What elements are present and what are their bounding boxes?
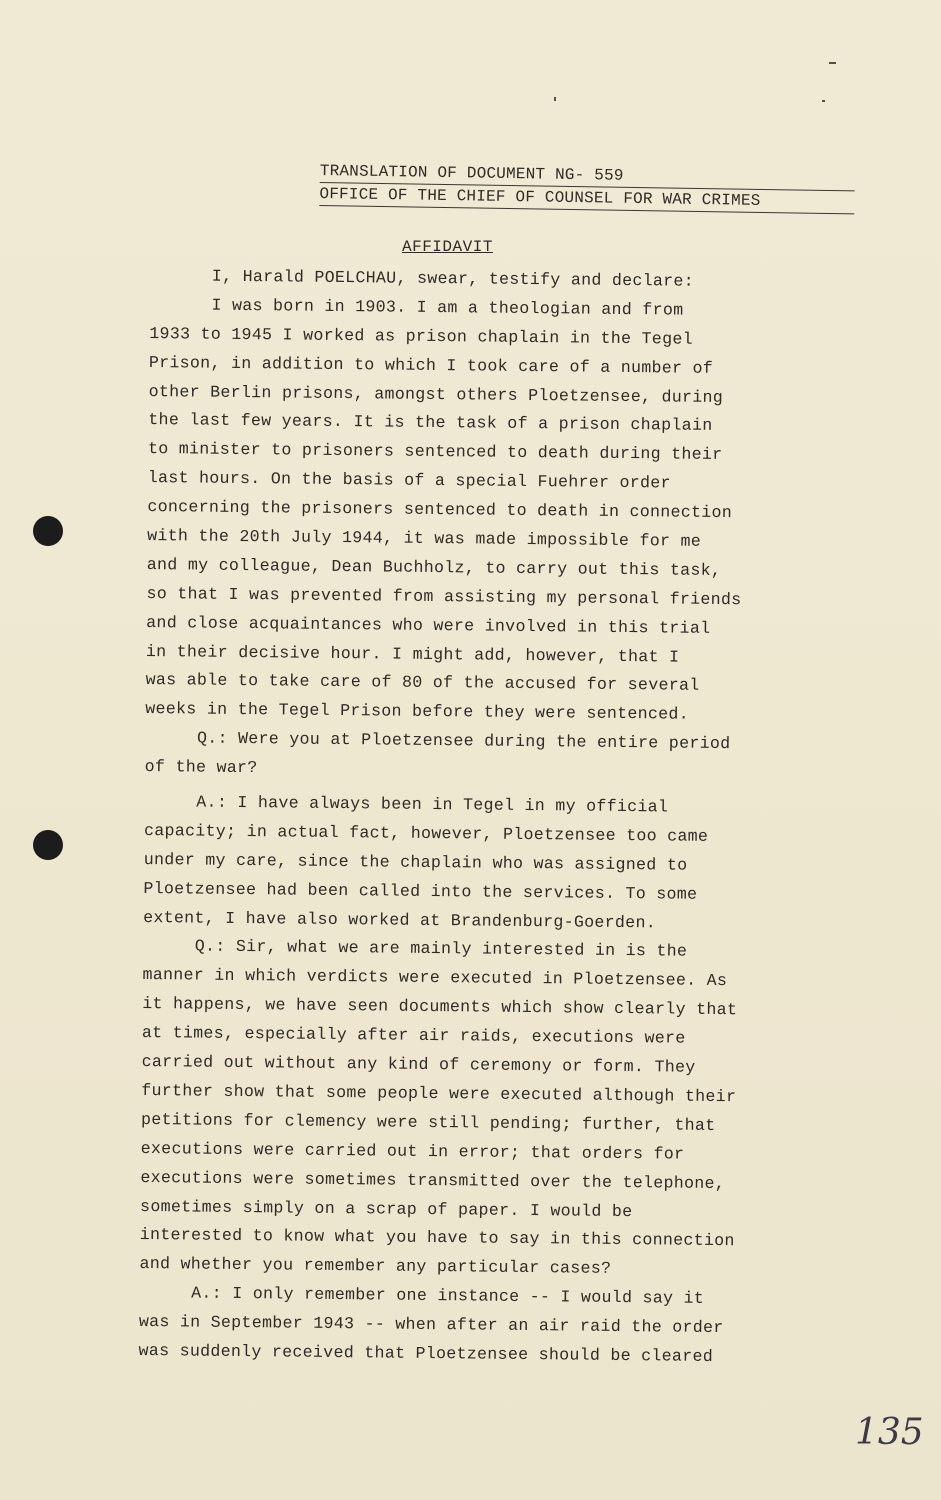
text-line: concerning the prisoners sentenced to death in connection bbox=[147, 497, 733, 523]
text-line: weeks in the Tegel Prison before they were sentenced. bbox=[145, 699, 690, 725]
text-line: was suddenly received that Ploetzensee should be cleared bbox=[138, 1340, 714, 1366]
document-header bbox=[319, 160, 855, 214]
header-office-line: OFFICE OF THE CHIEF OF COUNSEL FOR WAR CRIMES bbox=[319, 183, 854, 214]
text-line: extent, I have also worked at Brandenburg-Goerden. bbox=[143, 907, 657, 932]
text-line: at times, especially after air raids, executions were bbox=[141, 1023, 686, 1048]
text-line: executions were sometimes transmitted over the telephone, bbox=[140, 1167, 726, 1193]
text-line: with the 20th July 1944, it was made impossible for me bbox=[147, 526, 702, 551]
text-line: last hours. On the basis of a special Fuehrer order bbox=[147, 468, 671, 493]
punch-hole bbox=[33, 830, 63, 860]
text-line: under my care, since the chaplain who was assigned to bbox=[143, 849, 688, 875]
question-line: Q.: Sir, what we are mainly interested in is the bbox=[194, 936, 688, 962]
text-line: carried out without any kind of ceremony or form. They bbox=[141, 1052, 696, 1077]
text-line: and my colleague, Dean Buchholz, to carry out this task, bbox=[146, 554, 722, 580]
text-line: it happens, we have seen documents which show clearly that bbox=[142, 994, 738, 1020]
answer-line: A.: I have always been in Tegel in my official bbox=[196, 792, 669, 817]
text-line: petitions for clemency were still pending; further, that bbox=[140, 1109, 716, 1135]
text-line: so that I was prevented from assisting my personal friends bbox=[146, 583, 742, 610]
text-line: manner in which verdicts were executed in Ploetzensee. As bbox=[142, 965, 728, 991]
text-line: and whether you remember any particular cases? bbox=[139, 1254, 612, 1279]
text-line: of the war? bbox=[144, 757, 258, 778]
question-line: Q.: Were you at Ploetzensee during the entire period bbox=[196, 728, 731, 754]
text-line: I was born in 1903. I am a theologian and from bbox=[211, 295, 684, 320]
speck bbox=[822, 100, 825, 102]
text-line: I, Harald POELCHAU, swear, testify and declare: bbox=[211, 266, 695, 291]
text-line: Ploetzensee had been called into the services. To some bbox=[143, 878, 698, 904]
header-translation-line: TRANSLATION OF DOCUMENT NG- 559 bbox=[320, 160, 855, 191]
speck bbox=[829, 62, 836, 64]
text-line: executions were carried out in error; that orders for bbox=[140, 1138, 685, 1164]
text-line: the last few years. It is the task of a prison chaplain bbox=[148, 410, 713, 436]
text-line: and close acquaintances who were involved in this trial bbox=[146, 612, 711, 638]
text-line: capacity; in actual fact, however, Ploetzensee too came bbox=[143, 820, 709, 846]
text-line: was in September 1943 -- when after an air raid the order bbox=[138, 1312, 724, 1338]
speck bbox=[554, 97, 556, 101]
affidavit-title: AFFIDAVIT bbox=[402, 238, 493, 256]
affidavit-body bbox=[138, 262, 850, 1373]
text-line: in their decisive hour. I might add, however, that I bbox=[145, 641, 680, 667]
text-line: to minister to prisoners sentenced to death during their bbox=[147, 439, 723, 465]
text-line: Prison, in addition to which I took care of a number of bbox=[148, 352, 714, 378]
text-line: further show that some people were executed although their bbox=[141, 1080, 737, 1107]
text-line: sometimes simply on a scrap of paper. I would be bbox=[140, 1196, 633, 1221]
text-line: interested to know what you have to say in this connection bbox=[139, 1225, 735, 1251]
text-line: 1933 to 1945 I worked as prison chaplain in the Tegel bbox=[149, 323, 693, 349]
answer-line: A.: I only remember one instance -- I would say it bbox=[191, 1283, 705, 1309]
text-line: other Berlin prisons, amongst others Ploetzensee, during bbox=[148, 381, 724, 407]
punch-hole bbox=[33, 516, 63, 546]
handwritten-page-number: 135 bbox=[855, 1412, 924, 1453]
text-line: was able to take care of 80 of the accused for several bbox=[145, 670, 700, 696]
